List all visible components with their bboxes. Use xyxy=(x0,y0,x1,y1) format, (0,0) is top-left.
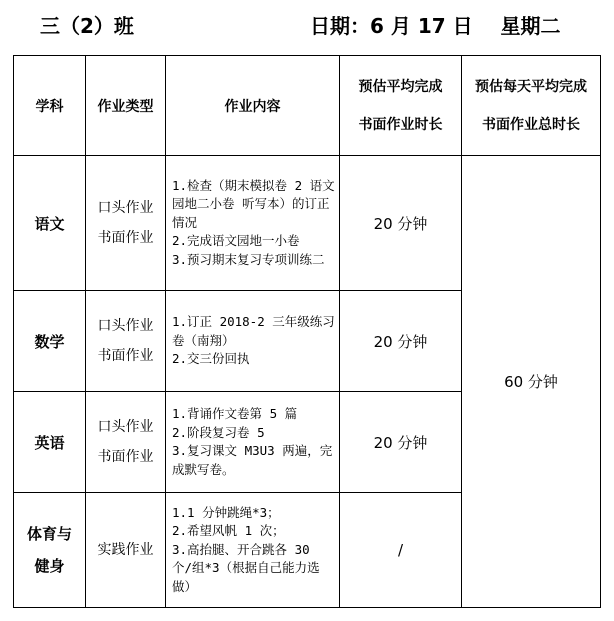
content-cell: 1.1 分钟跳绳*3； 2.希望风帆 1 次； 3.高抬腿、开合跳各 30 个/组*3（根据自己能力选做） xyxy=(166,493,340,608)
content-cell: 1.订正 2018-2 三年级练习卷（南翔） 2.交三份回执 xyxy=(166,291,340,392)
content-cell: 1.检查（期末模拟卷 2 语文园地二小卷 听写本）的订正情况 2.完成语文园地一小卷 3.预习期末复习专项训练二 xyxy=(166,156,340,291)
time-cell: 20 分钟 xyxy=(340,291,462,392)
daily-total-cell: 60 分钟 xyxy=(462,156,601,608)
header-subject: 学科 xyxy=(14,56,86,156)
time-cell: 20 分钟 xyxy=(340,392,462,493)
header-type: 作业类型 xyxy=(86,56,166,156)
time-cell: 20 分钟 xyxy=(340,156,462,291)
content-cell: 1.背诵作文卷第 5 篇 2.阶段复习卷 5 3.复习课文 M3U3 两遍，完成默写卷。 xyxy=(166,392,340,493)
date-line: 日期：6 月 17 日 星期二 xyxy=(310,14,561,38)
header-content: 作业内容 xyxy=(166,56,340,156)
class-name: 三（2）班 xyxy=(40,14,134,38)
homework-table xyxy=(13,55,601,608)
time-cell: / xyxy=(340,493,462,608)
type-cell: 口头作业 书面作业 xyxy=(86,156,166,291)
subject-cell: 英语 xyxy=(14,392,86,493)
table-row xyxy=(14,156,601,291)
subject-cell: 数学 xyxy=(14,291,86,392)
header-avg-time: 预估平均完成 书面作业时长 xyxy=(340,56,462,156)
type-cell: 口头作业 书面作业 xyxy=(86,291,166,392)
subject-cell: 语文 xyxy=(14,156,86,291)
subject-cell: 体育与 健身 xyxy=(14,493,86,608)
type-cell: 实践作业 xyxy=(86,493,166,608)
type-cell: 口头作业 书面作业 xyxy=(86,392,166,493)
header-row xyxy=(14,56,601,156)
header-daily-total: 预估每天平均完成 书面作业总时长 xyxy=(462,56,601,156)
